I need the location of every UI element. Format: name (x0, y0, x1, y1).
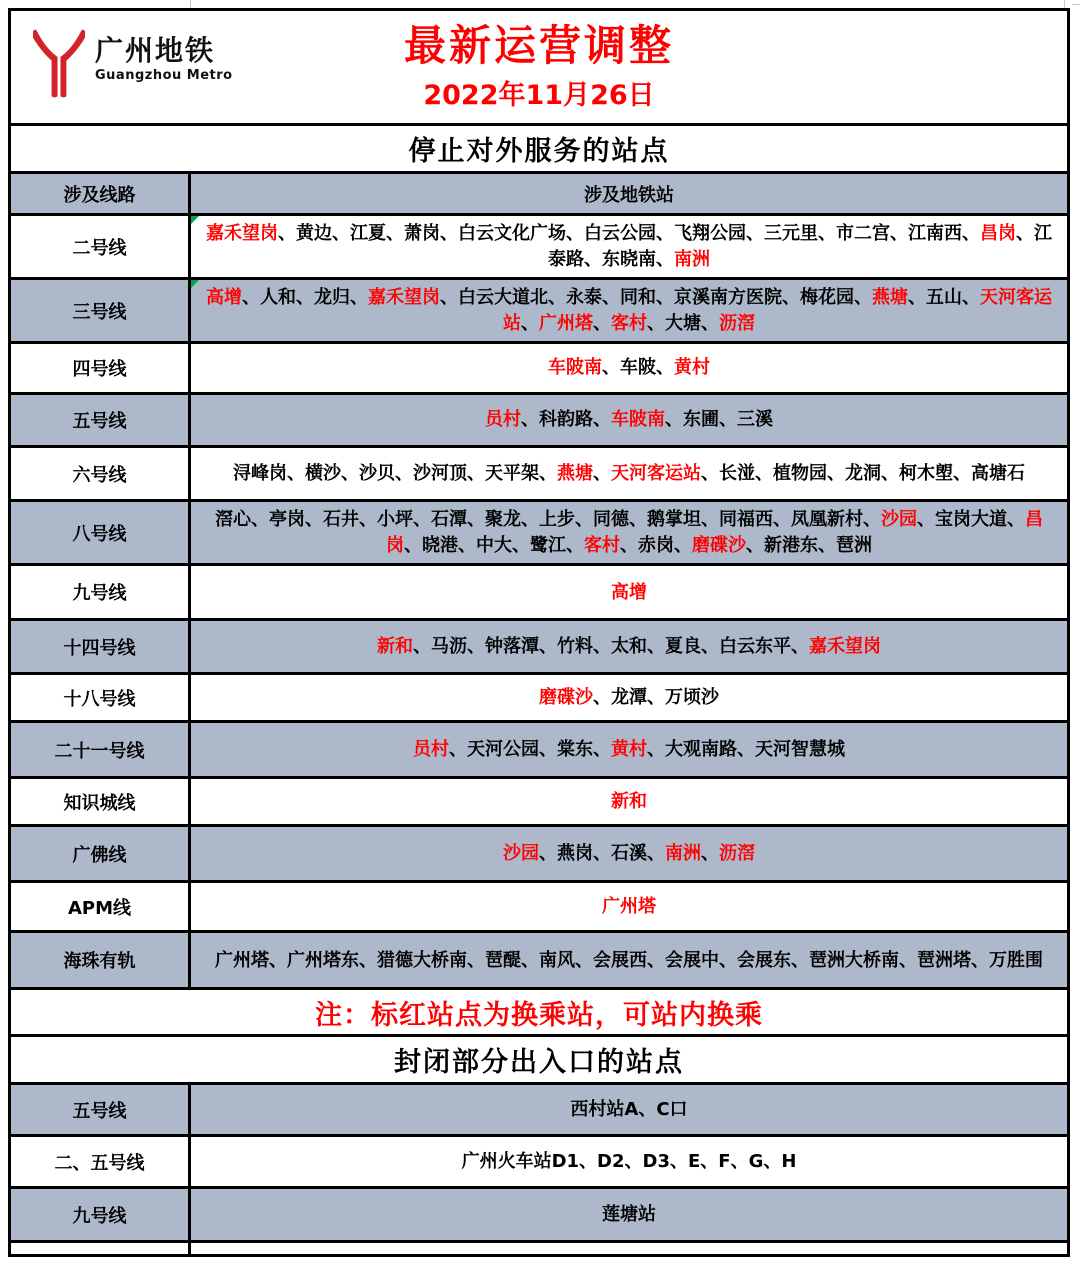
separator: 、 (593, 462, 611, 484)
stations-text (215, 948, 1043, 974)
line-name: 五号线 (11, 395, 191, 445)
station-name: 嘉禾望岗 (809, 636, 881, 657)
station-name: 白云大道北 (458, 287, 548, 309)
station-name: 会展中 (665, 949, 719, 971)
separator: 、 (305, 509, 323, 531)
separator: 、 (539, 636, 557, 657)
separator: 、 (674, 534, 692, 556)
station-name: 天河公园 (467, 739, 539, 760)
stations-text (485, 407, 773, 433)
table-row (11, 392, 1067, 445)
separator: 、 (746, 534, 764, 556)
station-name: 燕塘 (557, 462, 593, 484)
station-name: 员村 (485, 409, 521, 431)
station-name: 白云公园 (584, 223, 656, 244)
separator: 、 (647, 312, 665, 334)
station-name: 鹅掌坦 (647, 509, 701, 531)
margin-gridline (1072, 4, 1080, 5)
stations-text (570, 1097, 687, 1123)
table-row (11, 277, 1067, 341)
line-name: 十八号线 (11, 675, 191, 720)
stations-cell (191, 723, 1067, 776)
separator: 、 (647, 739, 665, 760)
station-name: 磨碟沙 (539, 687, 593, 708)
line-name: 三号线 (11, 280, 191, 341)
stations-text (203, 507, 1055, 558)
station-name: 员村 (413, 739, 449, 760)
line-name: 海珠有轨 (11, 933, 191, 987)
line-name: 十四号线 (11, 621, 191, 672)
separator: 、 (413, 636, 431, 657)
metro-y-logo-icon (33, 27, 85, 103)
station-name: 广州塔东 (287, 949, 359, 971)
stations-text (203, 221, 1055, 272)
line-name: APM线 (11, 883, 191, 930)
station-name: 会展东 (737, 949, 791, 971)
stations-cell (191, 675, 1067, 720)
line-name: 九号线 (11, 566, 191, 618)
station-name: 市二宫 (836, 223, 890, 244)
station-name: 高增 (206, 287, 242, 309)
stations-cell (191, 448, 1067, 499)
table-row (11, 618, 1067, 672)
station-name: 广州塔 (215, 949, 269, 971)
station-name: 南风 (539, 949, 575, 971)
station-name: 磨碟沙 (692, 534, 746, 556)
transfer-note: 注：标红站点为换乘站，可站内换乘 (11, 987, 1067, 1034)
stations-text (413, 737, 845, 763)
separator: 、 (566, 223, 584, 244)
guangzhou-metro-logo (33, 27, 233, 103)
table-row (11, 776, 1067, 824)
station-name: 同福西 (719, 509, 773, 531)
separator: 、 (287, 462, 305, 484)
stations-text (602, 894, 656, 920)
separator: 、 (521, 949, 539, 971)
separator: 、 (818, 534, 836, 556)
station-name: 同和 (620, 287, 656, 309)
station-name: 琶洲 (836, 534, 872, 556)
station-name: 沙贝 (359, 462, 395, 484)
separator: 、 (575, 509, 593, 531)
table-row (11, 672, 1067, 720)
station-name: 琶醍 (485, 949, 521, 971)
separator: 、 (593, 739, 611, 760)
stations-cell (191, 1137, 1067, 1186)
line-name: 知识城线 (11, 779, 191, 824)
station-name: 永泰 (566, 287, 602, 309)
station-name: 沙河顶 (413, 462, 467, 484)
separator: 、 (665, 409, 683, 431)
station-name: 天平架 (485, 462, 539, 484)
station-name: 会展西 (593, 949, 647, 971)
stations-text (503, 841, 755, 867)
separator: 、 (719, 949, 737, 971)
station-name: 三元里 (764, 223, 818, 244)
separator: 、 (467, 949, 485, 971)
station-name: 植物园 (773, 462, 827, 484)
separator: 、 (575, 949, 593, 971)
station-name: 石溪 (611, 843, 647, 864)
station-name: 柯木塱 (899, 462, 953, 484)
station-name: 大观南路 (665, 739, 737, 760)
stations-cell (191, 344, 1067, 392)
table-row (11, 213, 1067, 277)
station-name: 猎德大桥南 (377, 949, 467, 971)
station-name: 五山 (926, 287, 962, 309)
separator: 、 (827, 462, 845, 484)
station-name: 西村站A、C口 (570, 1099, 688, 1120)
station-name: 东圃 (683, 409, 719, 431)
station-name: 高增 (611, 581, 647, 603)
table-row (11, 824, 1067, 880)
stations-cell (191, 827, 1067, 880)
separator: 、 (863, 509, 881, 531)
station-name: 赤岗 (638, 534, 674, 556)
table-row (11, 1134, 1067, 1186)
separator: 、 (701, 843, 719, 864)
separator: 、 (737, 739, 755, 760)
table-row (11, 720, 1067, 776)
line-name: 八号线 (11, 502, 191, 563)
separator: 、 (440, 223, 458, 244)
stations-cell (191, 395, 1067, 445)
stations-cell (191, 779, 1067, 824)
separator: 、 (647, 636, 665, 657)
separator: 、 (251, 509, 269, 531)
station-name: 新港东 (764, 534, 818, 556)
station-name: 天河智慧城 (755, 739, 845, 760)
separator: 、 (278, 223, 296, 244)
station-name: 嘉禾望岗 (368, 287, 440, 309)
station-name: 龙洞 (845, 462, 881, 484)
separator: 、 (917, 509, 935, 531)
separator: 、 (818, 223, 836, 244)
station-name: 新和 (611, 791, 647, 812)
separator: 、 (1007, 509, 1025, 531)
line-name: 广佛线 (11, 827, 191, 880)
stations-text (548, 355, 710, 381)
separator: 、 (656, 287, 674, 309)
separator: 、 (701, 462, 719, 484)
station-name: 萧岗 (404, 223, 440, 244)
separator: 、 (449, 739, 467, 760)
stations-cell (191, 280, 1067, 341)
station-name: 太和 (611, 636, 647, 657)
separator: 、 (593, 636, 611, 657)
cell-corner-marker-icon (191, 280, 199, 288)
station-name: 石井 (323, 509, 359, 531)
station-name: 新和 (377, 636, 413, 657)
stations-text (233, 461, 1025, 487)
separator: 、 (395, 462, 413, 484)
line-name: 二号线 (11, 216, 191, 277)
table-row (11, 445, 1067, 499)
table1-header (11, 171, 1067, 213)
separator: 、 (656, 357, 674, 379)
station-name: 琶洲塔 (917, 949, 971, 971)
separator: 、 (593, 312, 611, 334)
separator: 、 (899, 949, 917, 971)
table-row (11, 880, 1067, 930)
section2-title: 封闭部分出入口的站点 (11, 1034, 1067, 1082)
station-name: 昌岗 (386, 509, 1043, 556)
separator: 、 (521, 409, 539, 431)
station-name: 夏良 (665, 636, 701, 657)
separator: 、 (521, 509, 539, 531)
separator: 、 (647, 949, 665, 971)
station-name: 钟落潭 (485, 636, 539, 657)
station-name: 南洲 (665, 843, 701, 864)
separator: 、 (269, 949, 287, 971)
separator: 、 (971, 949, 989, 971)
station-name: 凤凰新村 (791, 509, 863, 531)
cell-corner-marker-icon (191, 216, 199, 224)
stations-cell (191, 933, 1067, 987)
separator: 、 (602, 287, 620, 309)
stations-cell (191, 1189, 1067, 1240)
station-name: 白云东平 (719, 636, 791, 657)
station-name: 竹料 (557, 636, 593, 657)
station-name: 小坪 (377, 509, 413, 531)
station-name: 江夏 (350, 223, 386, 244)
table-row (11, 341, 1067, 392)
line-name: 二、五号线 (11, 1137, 191, 1186)
separator: 、 (755, 462, 773, 484)
station-name: 棠东 (557, 739, 593, 760)
separator: 、 (656, 248, 674, 270)
stations-cell (191, 1085, 1067, 1134)
separator: 、 (566, 534, 584, 556)
separator: 、 (854, 287, 872, 309)
station-name: 沥滘 (719, 843, 755, 864)
station-name: 科韵路 (539, 409, 593, 431)
logo-text (95, 34, 233, 83)
station-name: 晓港 (422, 534, 458, 556)
separator: 、 (881, 462, 899, 484)
station-name: 龙潭 (611, 687, 647, 708)
station-name: 琶洲大桥南 (809, 949, 899, 971)
station-name: 黄村 (674, 357, 710, 379)
station-name: 龙归 (314, 287, 350, 309)
separator: 、 (467, 636, 485, 657)
station-name: 长湴 (719, 462, 755, 484)
table-row (11, 499, 1067, 563)
station-name: 宝岗大道 (935, 509, 1007, 531)
separator: 、 (593, 687, 611, 708)
separator: 、 (602, 357, 620, 379)
separator: 、 (593, 409, 611, 431)
station-name: 天河客运站 (503, 287, 1052, 334)
separator: 、 (413, 509, 431, 531)
logo-name-en: Guangzhou Metro (95, 68, 233, 83)
separator: 、 (404, 534, 422, 556)
separator: 、 (701, 312, 719, 334)
station-name: 广州火车站D1、D2、D3、E、F、G、H (461, 1151, 797, 1172)
station-name: 白云文化广场 (458, 223, 566, 244)
station-name: 高塘石 (971, 462, 1025, 484)
station-name: 黄村 (611, 739, 647, 760)
stations-text (539, 685, 719, 711)
stations-cell (191, 502, 1067, 563)
station-name: 昌岗 (980, 223, 1016, 244)
separator: 、 (656, 223, 674, 244)
separator: 、 (242, 287, 260, 309)
separator: 、 (512, 534, 530, 556)
station-name: 亭岗 (269, 509, 305, 531)
separator: 、 (359, 949, 377, 971)
separator: 、 (584, 248, 602, 270)
stations-text (611, 580, 647, 606)
station-name: 客村 (611, 312, 647, 334)
separator: 、 (620, 534, 638, 556)
separator: 、 (332, 223, 350, 244)
separator: 、 (647, 687, 665, 708)
title-wrap (404, 22, 674, 111)
stations-cell (191, 566, 1067, 618)
station-name: 鹭江 (530, 534, 566, 556)
notice-date: 2022年11月26日 (423, 79, 655, 111)
separator: 、 (539, 739, 557, 760)
station-name: 上步 (539, 509, 575, 531)
station-name: 车陂南 (548, 357, 602, 379)
separator: 、 (962, 223, 980, 244)
station-name: 万胜围 (989, 949, 1043, 971)
separator: 、 (296, 287, 314, 309)
separator: 、 (458, 534, 476, 556)
separator: 、 (773, 509, 791, 531)
station-name: 石潭 (431, 509, 467, 531)
separator: 、 (1016, 223, 1034, 244)
station-name: 车陂 (620, 357, 656, 379)
station-name: 广州塔 (539, 312, 593, 334)
table-row (11, 1082, 1067, 1134)
line-name: 六号线 (11, 448, 191, 499)
stations-cell (191, 621, 1067, 672)
line-name: 九号线 (11, 1189, 191, 1240)
header-block (11, 11, 1067, 123)
separator: 、 (467, 509, 485, 531)
station-name: 万顷沙 (665, 687, 719, 708)
station-name: 江南西 (908, 223, 962, 244)
table-row-partial (11, 1240, 1067, 1254)
separator: 、 (701, 509, 719, 531)
separator: 、 (782, 287, 800, 309)
separator: 、 (719, 409, 737, 431)
station-name: 莲塘站 (602, 1204, 656, 1225)
separator: 、 (440, 287, 458, 309)
separator: 、 (350, 287, 368, 309)
line-name: 五号线 (11, 1085, 191, 1134)
stations-text (203, 285, 1055, 336)
stations-text (462, 1149, 797, 1175)
separator: 、 (791, 949, 809, 971)
separator: 、 (593, 843, 611, 864)
station-name: 梅花园 (800, 287, 854, 309)
separator: 、 (908, 287, 926, 309)
station-name: 大塘 (665, 312, 701, 334)
table-row (11, 930, 1067, 987)
separator: 、 (791, 636, 809, 657)
station-name: 客村 (584, 534, 620, 556)
stations-text (377, 634, 881, 660)
separator: 、 (467, 462, 485, 484)
separator: 、 (341, 462, 359, 484)
col-header-lines: 涉及线路 (11, 174, 191, 213)
separator: 、 (548, 287, 566, 309)
station-name: 嘉禾望岗 (206, 223, 278, 244)
station-name: 沙园 (881, 509, 917, 531)
station-name: 聚龙 (485, 509, 521, 531)
section1-title: 停止对外服务的站点 (11, 123, 1067, 171)
stations-cell (191, 216, 1067, 277)
station-name: 马沥 (431, 636, 467, 657)
separator: 、 (953, 462, 971, 484)
station-name: 人和 (260, 287, 296, 309)
page-title: 最新运营调整 (403, 21, 674, 71)
stations-cell (191, 1243, 1067, 1254)
line-name: 二十一号线 (11, 723, 191, 776)
station-name: 燕塘 (872, 287, 908, 309)
separator: 、 (539, 843, 557, 864)
table-row (11, 563, 1067, 618)
separator: 、 (539, 462, 557, 484)
station-name: 车陂南 (611, 409, 665, 431)
station-name: 滘心 (215, 509, 251, 531)
separator: 、 (386, 223, 404, 244)
station-name: 浔峰岗 (233, 462, 287, 484)
station-name: 黄边 (296, 223, 332, 244)
station-name: 沥滘 (719, 312, 755, 334)
separator: 、 (521, 312, 539, 334)
separator: 、 (890, 223, 908, 244)
col-header-stations: 涉及地铁站 (584, 184, 674, 206)
separator: 、 (746, 223, 764, 244)
logo-name-cn: 广州地铁 (95, 34, 216, 67)
station-name: 同德 (593, 509, 629, 531)
station-name: 江泰路 (548, 223, 1052, 270)
station-name: 三溪 (737, 409, 773, 431)
station-name: 广州塔 (602, 896, 656, 917)
station-name: 沙园 (503, 843, 539, 864)
line-name: 四号线 (11, 344, 191, 392)
table1-body (11, 213, 1067, 987)
station-name: 天河客运站 (611, 462, 701, 484)
stations-cell (191, 883, 1067, 930)
separator: 、 (647, 843, 665, 864)
separator: 、 (701, 636, 719, 657)
table2-body (11, 1082, 1067, 1240)
separator: 、 (962, 287, 980, 309)
station-name: 燕岗 (557, 843, 593, 864)
station-name: 中大 (476, 534, 512, 556)
stations-text (611, 789, 647, 815)
station-name: 东晓南 (602, 248, 656, 270)
stations-text (602, 1202, 656, 1228)
station-name: 横沙 (305, 462, 341, 484)
table-row (11, 1186, 1067, 1240)
station-name: 京溪南方医院 (674, 287, 782, 309)
separator: 、 (359, 509, 377, 531)
separator: 、 (629, 509, 647, 531)
station-name: 南洲 (674, 248, 710, 270)
station-name: 飞翔公园 (674, 223, 746, 244)
notice-sheet (8, 8, 1070, 1257)
line-cell (11, 1243, 191, 1254)
